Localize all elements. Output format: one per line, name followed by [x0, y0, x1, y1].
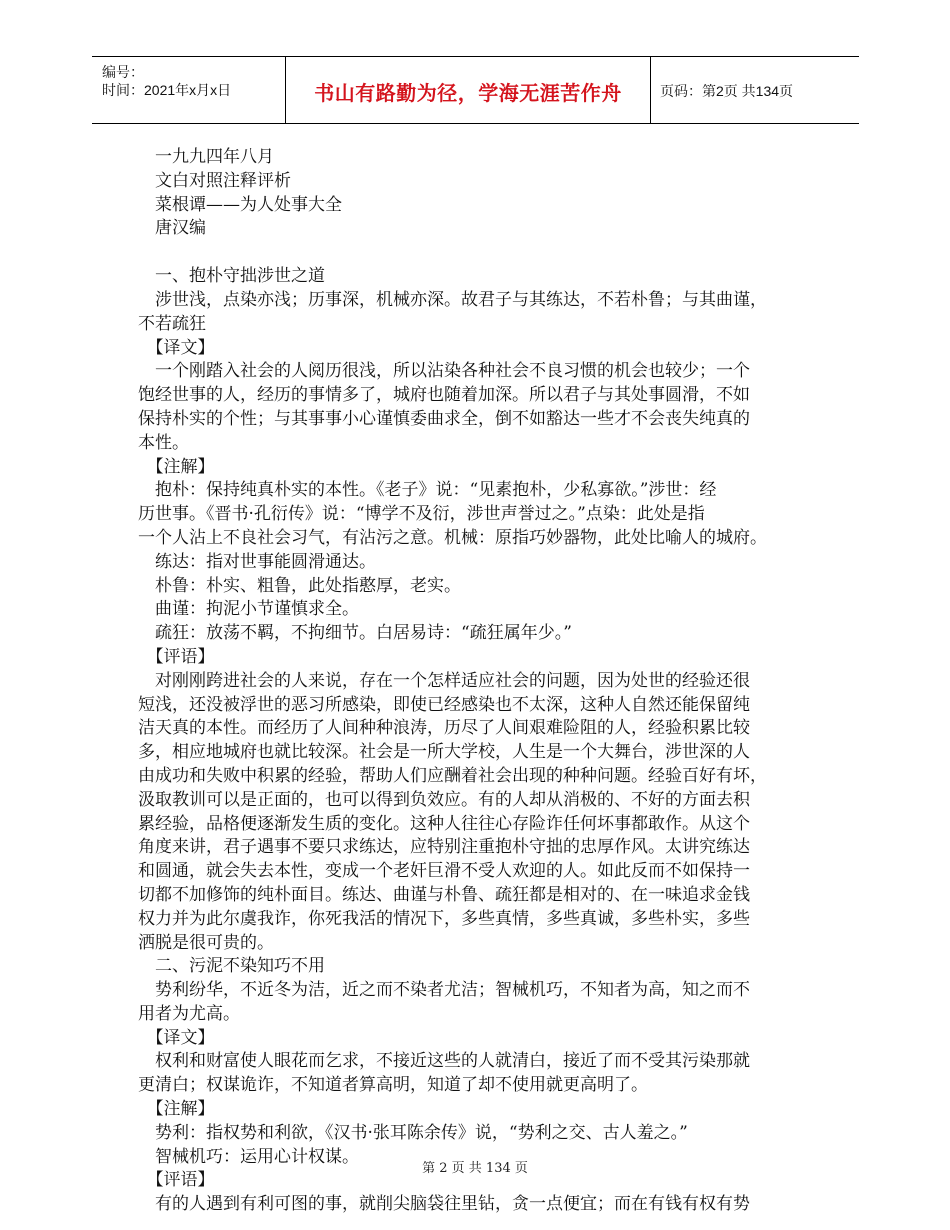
text-line: 【评语】: [138, 646, 215, 667]
text-line: 一、抱朴守拙涉世之道: [138, 266, 325, 287]
text-line: 一个刚踏入社会的人阅历很浅，所以沾染各种社会不良习惯的机会也较少；一个: [138, 361, 750, 382]
text-line: 短浅，还没被浮世的恶习所感染，即使已经感染也不太深，这种人自然还能保留纯: [138, 694, 750, 715]
text-line: 一个人沾上不良社会习气，有沾污之意。机械：原指巧妙器物，此处比喻人的城府。: [138, 527, 767, 548]
document-body: [138, 146, 822, 1217]
text-line: 【评语】: [138, 1170, 215, 1191]
text-line: 汲取教训可以是正面的，也可以得到负效应。有的人却从消极的、不好的方面去积: [138, 789, 750, 810]
text-line: 【译文】: [138, 1027, 215, 1048]
text-line: 疏狂：放荡不羁，不拘细节。白居易诗：“疏狂属年少。”: [138, 623, 572, 644]
text-line: 曲谨：拘泥小节谨慎求全。: [138, 599, 359, 620]
text-line: 本性。: [138, 432, 189, 453]
text-line: 角度来讲，君子遇事不要只求练达，应特别注重抱朴守拙的忠厚作风。太讲究练达: [138, 837, 750, 858]
text-line: 智械机巧：运用心计权谋。: [138, 1146, 359, 1167]
text-line: 多，相应地城府也就比较深。社会是一所大学校，人生是一个大舞台，涉世深的人: [138, 742, 750, 763]
text-line: 权力并为此尔虞我诈，你死我活的情况下，多些真情，多些真诚，多些朴实，多些: [138, 908, 750, 929]
blank-line: [138, 241, 822, 265]
text-line: 菜根谭——为人处事大全: [138, 194, 342, 215]
header-motto: 书山有路勤为径，学海无涯苦作舟: [314, 83, 622, 105]
text-line: 涉世浅，点染亦浅；历事深，机械亦深。故君子与其练达，不若朴鲁；与其曲谨，: [138, 289, 767, 310]
text-line: 更清白；权谋诡诈，不知道者算高明，知道了却不使用就更高明了。: [138, 1075, 648, 1096]
page-header: [92, 56, 859, 124]
doc-number-label: 编号：: [102, 64, 144, 80]
text-line: 势利纷华，不近冬为洁，近之而不染者尤洁；智械机巧，不知者为高，知之而不: [138, 980, 750, 1001]
text-line: 文白对照注释评析: [138, 170, 291, 191]
text-line: 切都不加修饰的纯朴面目。练达、曲谨与朴鲁、疏狂都是相对的、在一味追求金钱: [138, 884, 750, 905]
text-line: 历世事。《晋书·孔衍传》说：“博学不及衍，涉世声誉过之。”点染：此处是指: [138, 504, 705, 525]
text-line: 饱经世事的人，经历的事情多了，城府也随着加深。所以君子与其处事圆滑，不如: [138, 385, 750, 406]
text-line: 二、污泥不染知巧不用: [138, 956, 325, 977]
text-line: 有的人遇到有利可图的事，就削尖脑袋往里钻，贪一点便宜；而在有钱有权有势: [138, 1194, 750, 1215]
text-line: 洒脱是很可贵的。: [138, 932, 274, 953]
text-line: 用者为尤高。: [138, 1003, 240, 1024]
text-line: 不若疏狂: [138, 313, 206, 334]
text-line: 势利：指权势和利欲，《汉书·张耳陈余传》说，“势利之交、古人羞之。”: [138, 1122, 688, 1143]
text-line: 保持朴实的个性；与其事事小心谨慎委曲求全，倒不如豁达一些才不会丧失纯真的: [138, 408, 750, 429]
text-line: 【注解】: [138, 456, 215, 477]
text-line: 练达：指对世事能圆滑通达。: [138, 551, 376, 572]
doc-time-label: 时间：2021年x月x日: [102, 82, 232, 98]
header-divider: [650, 57, 651, 123]
text-line: 对刚刚跨进社会的人来说，存在一个怎样适应社会的问题，因为处世的经验还很: [138, 670, 750, 691]
text-line: 由成功和失败中积累的经验，帮助人们应酬着社会出现的种种问题。经验百好有坏，: [138, 765, 767, 786]
text-line: 【注解】: [138, 1099, 215, 1120]
text-line: 唐汉编: [138, 218, 206, 239]
text-line: 累经验，品格便逐渐发生质的变化。这种人往往心存险诈任何坏事都敢作。从这个: [138, 813, 750, 834]
header-page-info: 页码：第2页 共134页: [660, 83, 794, 99]
text-line: 朴鲁：朴实、粗鲁，此处指憨厚，老实。: [138, 575, 461, 596]
page-footer: 第 2 页 共 134 页: [422, 1161, 528, 1176]
text-line: 抱朴：保持纯真朴实的本性。《老子》说：“见素抱朴，少私寡欲。”涉世：经: [138, 480, 717, 501]
text-line: 洁天真的本性。而经历了人间种种浪涛，历尽了人间艰难险阻的人，经验积累比较: [138, 718, 750, 739]
text-line: 权利和财富使人眼花而乞求，不接近这些的人就清白，接近了而不受其污染那就: [138, 1051, 750, 1072]
text-line: 【译文】: [138, 337, 215, 358]
text-line: 和圆通，就会失去本性，变成一个老奸巨滑不受人欢迎的人。如此反而不如保持一: [138, 861, 750, 882]
text-line: 一九九四年八月: [138, 147, 274, 167]
header-meta: [102, 63, 231, 99]
